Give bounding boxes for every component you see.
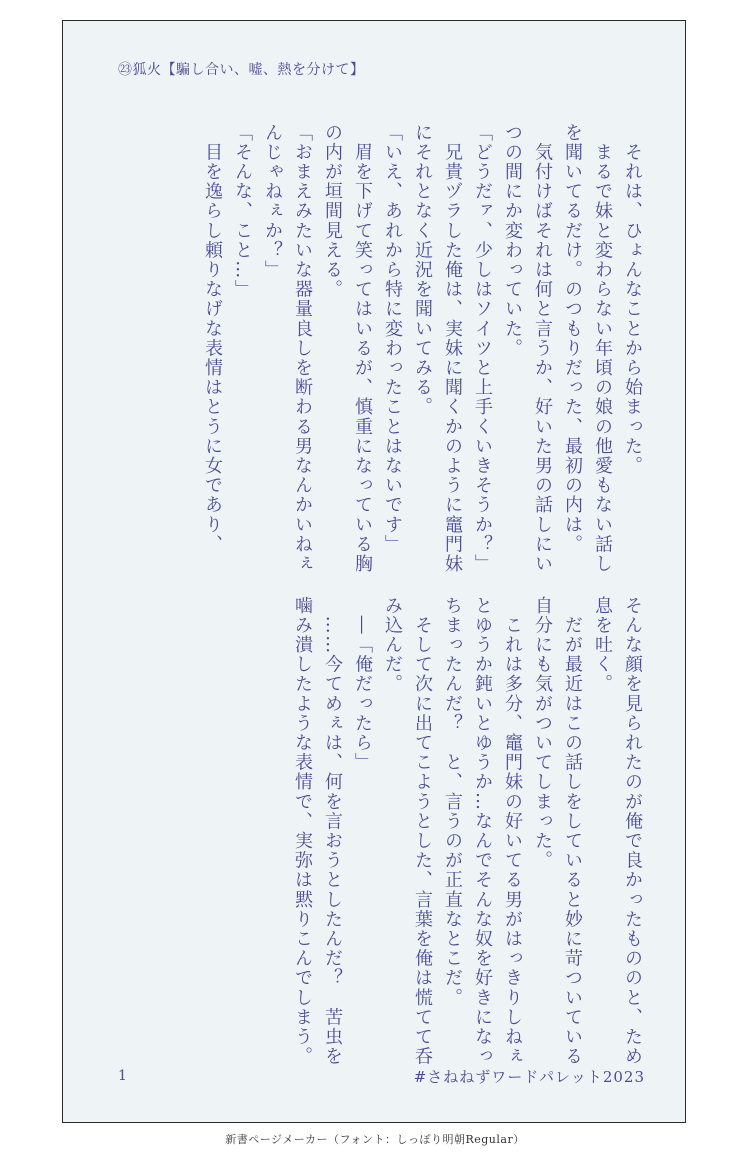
paragraph: 兄貴ヅラした俺は、実妹に聞くかのように竈門妹にそれとなく近況を聞いてみる。 (412, 123, 463, 574)
paragraph: 眉を下げて笑ってはいるが、慎重になっている胸の内が垣間見える。 (322, 123, 373, 574)
page-number: 1 (118, 1068, 127, 1084)
lower-text-block (107, 596, 647, 1071)
paragraph: これは多分、竈門妹の好いてる男がはっきりしねぇとゆうか鈍いとゆうか…なんでそんな奴を好きになっちまったんだ？ と、言うのが正直なとこだ。 (442, 596, 523, 1067)
chapter-title: ㉓狐火【騙し合い、嘘、熱を分けて】 (118, 62, 365, 78)
paragraph: そして次に出てこようとした、言葉を俺は慌てて呑み込んだ。 (382, 596, 433, 1067)
paragraph: 「どうだァ、少しはソイツと上手くいきそうか？」 (472, 123, 493, 574)
paragraph: まるで妹と変わらない年頃の娘の他愛もない話しを聞いてるだけ。のつもりだった、最初の内は。 (562, 123, 613, 574)
paragraph: 目を逸らし頼りなげな表情はとうに女であり、 (202, 123, 223, 555)
paragraph: 「いえ、あれから特に変わったことはないです」 (382, 123, 403, 555)
paragraph: ―「俺だったら」 (352, 596, 373, 773)
paragraph: 「そんな、こと…」 (232, 123, 253, 300)
upper-text-block (107, 123, 647, 593)
paragraph: だが最近はこの話しをしていると妙に苛ついている自分にも気がついてしまった。 (532, 596, 583, 1067)
paragraph: ……今てめぇは、何を言おうとしたんだ？ 苦虫を噛み潰したような表情で、実弥は黙りこんでしまう。 (292, 596, 343, 1067)
paragraph: 気付けばそれは何と言うか、好いた男の話しにいつの間にか変わっていた。 (502, 123, 553, 574)
paragraph: 「おまえみたいな器量良しを断わる男なんかいねぇんじゃねぇか？」 (262, 123, 313, 574)
book-page (62, 20, 686, 1123)
paragraph: そんな顔を見られたのが俺で良かったもののと、ため息を吐く。 (592, 596, 643, 1067)
paragraph: それは、ひょんなことから始まった。 (622, 123, 643, 476)
hashtag-label: #さねねずワードパレット2023 (413, 1068, 645, 1086)
generator-caption: 新書ページメーカー（フォント：しっぽり明朝Regular） (225, 1133, 525, 1146)
